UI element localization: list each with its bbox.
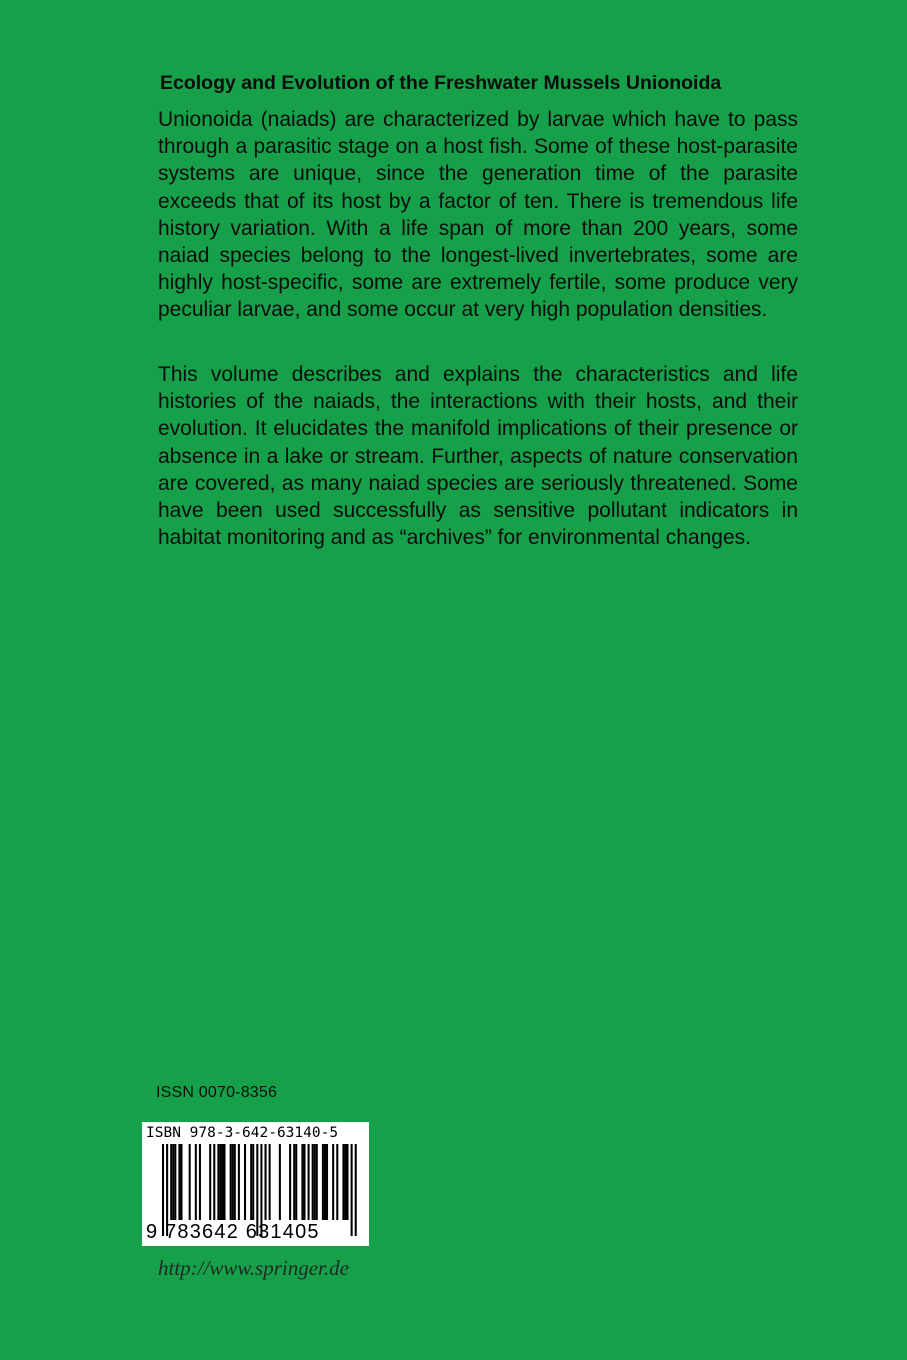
barcode-bar xyxy=(295,1144,297,1220)
publisher-url[interactable]: http://www.springer.de xyxy=(158,1256,349,1280)
barcode-bar xyxy=(250,1144,252,1220)
barcode-bar xyxy=(279,1144,281,1220)
barcode-bar xyxy=(265,1144,267,1220)
barcode-bar xyxy=(303,1144,305,1220)
issn-number: ISSN 0070-8356 xyxy=(156,1084,278,1101)
barcode-bar xyxy=(344,1144,346,1220)
barcode-bar xyxy=(324,1144,326,1220)
barcode-bar xyxy=(252,1144,254,1220)
barcode-bar xyxy=(178,1144,180,1220)
barcode-bar xyxy=(209,1144,211,1220)
barcode-bar xyxy=(269,1144,271,1220)
barcode-bar xyxy=(234,1144,236,1220)
barcode-bar xyxy=(170,1144,172,1220)
barcode-bar xyxy=(174,1144,176,1220)
description-paragraph-2: This volume describes and explains the characteristics and life histories of the naiads, the interactions with their hosts, and their evolution. It elucidates the manifold implications of their presence or absence in a lake or stream. Further, aspects of nature conservation are covered, as many naiad species are seriously threatened. Some have been used successfully as sensitive pollutant indicators in habitat monitoring and as “archives” for environmental changes. xyxy=(158,363,798,550)
barcode-bar xyxy=(232,1144,234,1220)
barcode-bar xyxy=(224,1144,226,1220)
barcode-bar xyxy=(322,1144,324,1220)
isbn-label: ISBN 978-3-642-63140-5 xyxy=(146,1125,339,1141)
barcode-digits: 9 783642 631405 xyxy=(146,1221,320,1243)
barcode-bar xyxy=(195,1144,197,1220)
barcode-bar xyxy=(316,1144,318,1220)
description-paragraph-1: Unionoida (naiads) are characterized by larvae which have to pass through a parasitic stage on a host fish. Some of these host-parasite systems are unique, since the generation time of the parasite exceeds that of its host by a factor of ten. There is tremendous life history variation. With a life span of more than 200 years, some naiad species belong to the longest-lived invertebrates, some are highly host-specific, some are extremely fertile, some produce very peculiar larvae, and some occur at very high population densities. xyxy=(158,108,798,322)
book-title: Ecology and Evolution of the Freshwater Mussels Unionoida xyxy=(160,72,722,94)
barcode-bar xyxy=(293,1144,295,1220)
barcode-bar xyxy=(221,1144,223,1220)
barcode-bar xyxy=(244,1144,246,1220)
barcode-bar xyxy=(347,1144,349,1220)
barcode-bar xyxy=(336,1144,338,1220)
barcode-bar xyxy=(326,1144,328,1220)
barcode-bar xyxy=(314,1144,316,1220)
barcode-bar xyxy=(301,1144,303,1220)
barcode-bar xyxy=(342,1144,344,1220)
barcode-bar xyxy=(289,1144,291,1220)
barcode-bar xyxy=(217,1144,219,1220)
isbn-barcode xyxy=(142,1122,369,1246)
barcode-bar xyxy=(230,1144,232,1220)
barcode-bar xyxy=(312,1144,314,1220)
barcode-bar xyxy=(199,1144,201,1220)
barcode-bar xyxy=(180,1144,182,1220)
barcode-bar xyxy=(219,1144,221,1220)
barcode-bar xyxy=(238,1144,240,1220)
barcode-bar xyxy=(308,1144,310,1220)
barcode-bar xyxy=(332,1144,334,1220)
barcode-bar xyxy=(172,1144,174,1220)
barcode-bar xyxy=(189,1144,191,1220)
barcode-bar xyxy=(213,1144,215,1220)
